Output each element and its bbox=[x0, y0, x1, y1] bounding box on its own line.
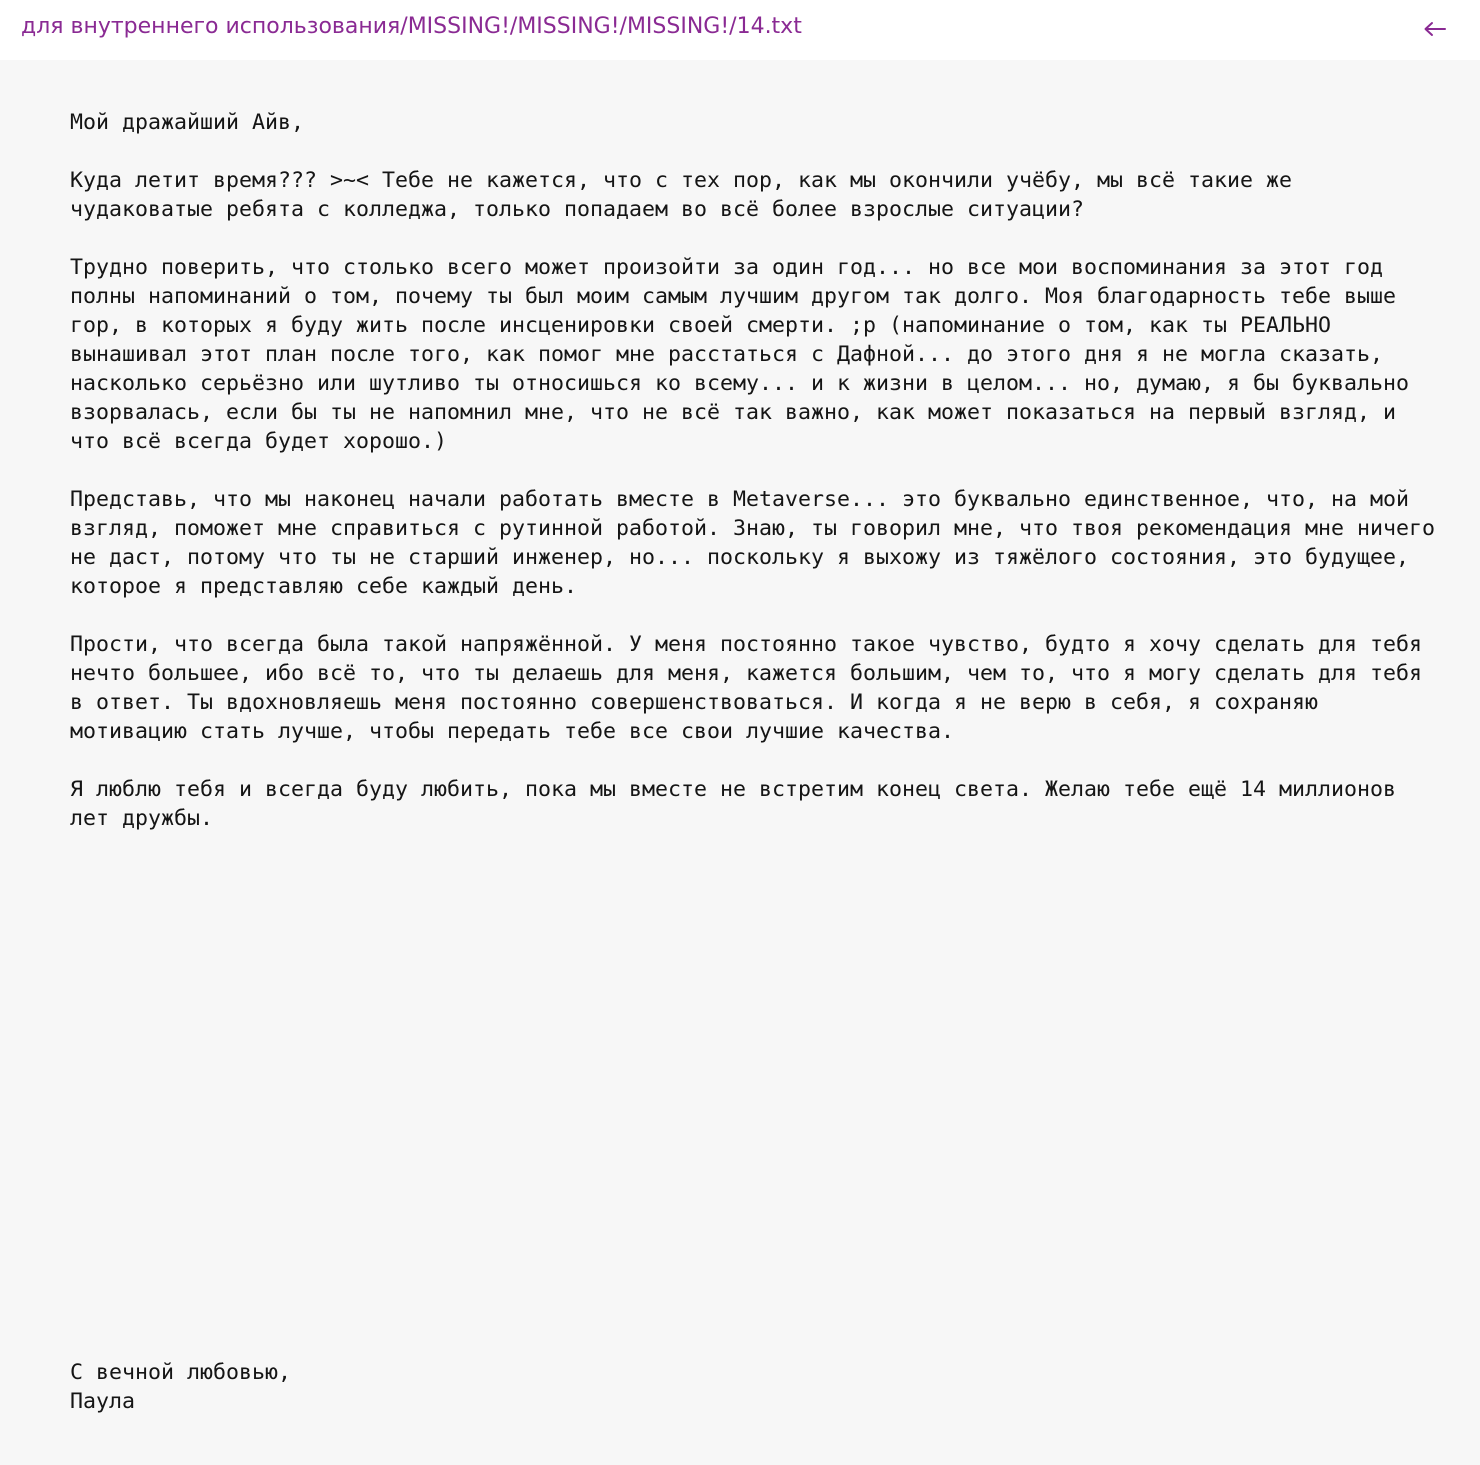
file-header bbox=[0, 0, 1480, 60]
arrow-left-icon bbox=[1423, 21, 1447, 37]
letter-paragraph: Представь, что мы наконец начали работать вместе в Metaverse... это буквально единственное, что, на мой взгляд, поможет мне справиться с рутинной работой. Знаю, ты говорил мне, что твоя рекомендация мне ничего не даст, потому что ты не старший инженер, но... поскольку я выхожу из тяжёлого состояния, это будущее, которое я представляю себе каждый день. bbox=[70, 487, 1449, 599]
letter-paragraph: Прости, что всегда была такой напряжённой. У меня постоянно такое чувство, будто я хочу сделать для тебя нечто большее, ибо всё то, что ты делаешь для меня, кажется большим, чем то, что я могу сделать для тебя в ответ. Ты вдохновляешь меня постоянно совершенствоваться. И когда я не верю в себя, я сохраняю мотивацию стать лучше, чтобы передать тебе все свои лучшие качества. bbox=[70, 632, 1436, 744]
letter-greeting: Мой дражайший Айв, bbox=[70, 110, 305, 135]
letter-signature: Паула bbox=[70, 1389, 136, 1414]
letter-body bbox=[70, 108, 1449, 862]
letter-signoff bbox=[70, 1358, 291, 1416]
letter-paragraph: Трудно поверить, что столько всего может произойти за один год... но все мои воспоминания за этот год полны напоминаний о том, почему ты был моим самым лучшим другом так долго. Моя благодарность тебе выше гор, в которых я буду жить после инсценировки своей смерти. ;p (напоминание о том, как ты РЕАЛЬНО вынашивал этот план после того, как помог мне расстаться с Дафной... до этого дня я не могла сказать, насколько серьёзно или шутливо ты относишься ко всему... и к жизни в целом... но, думаю, я бы буквально взорвалась, если бы ты не напомнил мне, что не всё так важно, как может показаться на первый взгляд, и что всё всегда будет хорошо.) bbox=[70, 255, 1423, 454]
back-button[interactable] bbox=[1418, 14, 1452, 44]
letter-closing: С вечной любовью, bbox=[70, 1360, 292, 1385]
file-path-breadcrumb: для внутреннего использования/MISSING!/MISSING!/MISSING!/14.txt bbox=[21, 14, 802, 39]
letter-paragraph: Куда летит время??? >~< Тебе не кажется, что с тех пор, как мы окончили учёбу, мы всё такие же чудаковатые ребята с колледжа, только попадаем во всё более взрослые ситуации? bbox=[70, 168, 1306, 222]
letter-paragraph: Я люблю тебя и всегда буду любить, пока мы вместе не встретим конец света. Желаю тебе ещё 14 миллионов лет дружбы. bbox=[70, 777, 1410, 831]
